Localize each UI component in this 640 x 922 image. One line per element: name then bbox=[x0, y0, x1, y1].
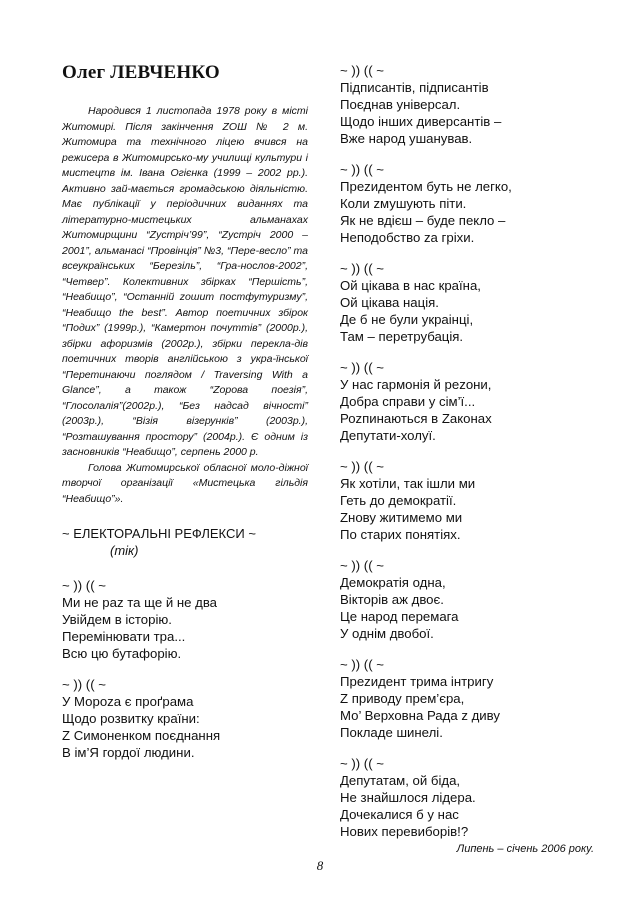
poem-line: Роzпинаються в Zаконах bbox=[340, 411, 492, 426]
poem-line: Преzидентом буть не легко, bbox=[340, 179, 512, 194]
stanza-marker: ~ )) (( ~ bbox=[340, 63, 384, 78]
stanza-marker: ~ )) (( ~ bbox=[340, 459, 384, 474]
poem-line: Щодо розвитку країни: bbox=[62, 711, 200, 726]
poem-line: Ми не раz та ще й не два bbox=[62, 595, 218, 610]
right-column bbox=[340, 62, 594, 857]
poem-line: Як не вдієш – буде пекло – bbox=[340, 213, 506, 228]
poem-line: Поєднав універсал. bbox=[340, 97, 461, 112]
poem-line: Демократія одна, bbox=[340, 575, 446, 590]
poem-line: Вже народ ушанував. bbox=[340, 131, 473, 146]
poem-line: Де б не були украінці, bbox=[340, 312, 474, 327]
poem-line: Zнову житимемо ми bbox=[340, 510, 463, 525]
stanza bbox=[62, 577, 308, 662]
poem-line: Ой цікава в нас країна, bbox=[340, 278, 481, 293]
poem-line: Не знайшлося лідера. bbox=[340, 790, 476, 805]
poem-line: Вікторів аж двоє. bbox=[340, 592, 444, 607]
stanza bbox=[340, 62, 570, 147]
poem-line: В ім’Я гордої людини. bbox=[62, 745, 195, 760]
poem-line: Дочекалися б у нас bbox=[340, 807, 459, 822]
poem-title: ~ ЕЛЕКТОРАЛЬНІ РЕФЛЕКСИ ~ bbox=[62, 526, 256, 541]
left-column bbox=[62, 62, 308, 761]
stanza-marker: ~ )) (( ~ bbox=[340, 162, 384, 177]
poem-line: Перемінювати тра... bbox=[62, 629, 186, 644]
author-name: Олег ЛЕВЧЕНКО bbox=[62, 62, 220, 83]
stanza bbox=[340, 161, 570, 246]
poem-line: Геть до демократії. bbox=[340, 493, 457, 508]
stanza bbox=[340, 458, 570, 543]
poem-line: Як хотіли, так ішли ми bbox=[340, 476, 476, 491]
poem-line: Неподобство zа гріхи. bbox=[340, 230, 475, 245]
poem-line: По старих понятіях. bbox=[340, 527, 461, 542]
bio-paragraph: Народився 1 листопада 1978 року в місті Житомирі. Після закінчення ZОШ № 2 м. Житомира та технічного ліцею вчився на режисера в Житомирсько-му училищі культури і мистецтв ім. Івана Огієнка (1999 – 2002 рр.). Активно зай-мається громадською діяльністю. Має публікації у періодичних виданнях та літературно-мистецьких альманахах Житомирщини “Zустріч’99”, “Zустріч 2000 – 2001”, альманасі “Провінція” №3, “Пере-весло” та всеукраїнських “Березіль”, “Гра-нослов-2002”, “Четвер”. Колективних збірках “Першість”, “Неабищо”, “Останній zошит постфутуризму”, “Неабищо the best”. Автор поетичних збірок “Подих” (1999р.), “Камертон почуттів” (2000р.), збірки афоризмів (2002р.), збірки переклa-дів поетичних творів англійською з укра-їнської “Перетинаючи поглядом / Traversing With a Glance”, а також “Zорова поезія”, “Глосолалія”(2002р.), “Без надсад вічності” (2003р.), “Візія візерунків” (2003р.), “Розташування простору” (2004р.). Є одним із засновників “Неабищо”, серпень 2000 р. bbox=[62, 105, 308, 458]
poem-subtitle: (тік) bbox=[110, 543, 139, 558]
poem-line: Депутати-холуї. bbox=[340, 428, 436, 443]
stanza bbox=[340, 260, 570, 345]
stanza-marker: ~ )) (( ~ bbox=[62, 677, 106, 692]
stanza-marker: ~ )) (( ~ bbox=[340, 657, 384, 672]
poem-line: Підписантів, підписантів bbox=[340, 80, 489, 95]
poem-line: Всю цю бутафорію. bbox=[62, 646, 182, 661]
bio-paragraph-affiliation: Голова Житомирської обласної моло-діжної творчої організації «Мистецька гільдія “Неабищо”». bbox=[62, 461, 308, 505]
page-number: 8 bbox=[316, 858, 324, 873]
poem-line: У нас гармонія й реzони, bbox=[340, 377, 492, 392]
poem-line: Добра справи у сім’ї... bbox=[340, 394, 476, 409]
stanza bbox=[340, 359, 570, 444]
stanza-marker: ~ )) (( ~ bbox=[340, 360, 384, 375]
poem-line: Увійдем в історію. bbox=[62, 612, 172, 627]
poem-line: Щодо інших диверсантів – bbox=[340, 114, 502, 129]
stanza bbox=[62, 676, 308, 761]
stanza-marker: ~ )) (( ~ bbox=[62, 578, 106, 593]
poem-line: Ой цікава нація. bbox=[340, 295, 439, 310]
poem-line: Там – перетрубація. bbox=[340, 329, 464, 344]
poem-line: Коли zмушують піти. bbox=[340, 196, 467, 211]
poem-line: Преzидент трима інтригу bbox=[340, 674, 494, 689]
stanza bbox=[340, 557, 570, 642]
poem-line: Мо’ Верховна Рада z диву bbox=[340, 708, 500, 723]
poem-line: Це народ перемага bbox=[340, 609, 459, 624]
poem-line: Нових перевиборів!? bbox=[340, 824, 469, 839]
stanza bbox=[340, 755, 570, 840]
poem-line: Z приводу прем’єра, bbox=[340, 691, 465, 706]
poem-line: У Мороzа є проґрама bbox=[62, 694, 194, 709]
stanza bbox=[340, 656, 570, 741]
stanza-marker: ~ )) (( ~ bbox=[340, 756, 384, 771]
poem-line: У однім двобої. bbox=[340, 626, 434, 641]
poem-line: Z Симоненком поєднання bbox=[62, 728, 221, 743]
stanza-marker: ~ )) (( ~ bbox=[340, 558, 384, 573]
poem-date: Липень – січень 2006 року. bbox=[456, 843, 594, 855]
stanza-marker: ~ )) (( ~ bbox=[340, 261, 384, 276]
poem-line: Депутатам, ой біда, bbox=[340, 773, 461, 788]
poem-line: Покладе шинелі. bbox=[340, 725, 443, 740]
